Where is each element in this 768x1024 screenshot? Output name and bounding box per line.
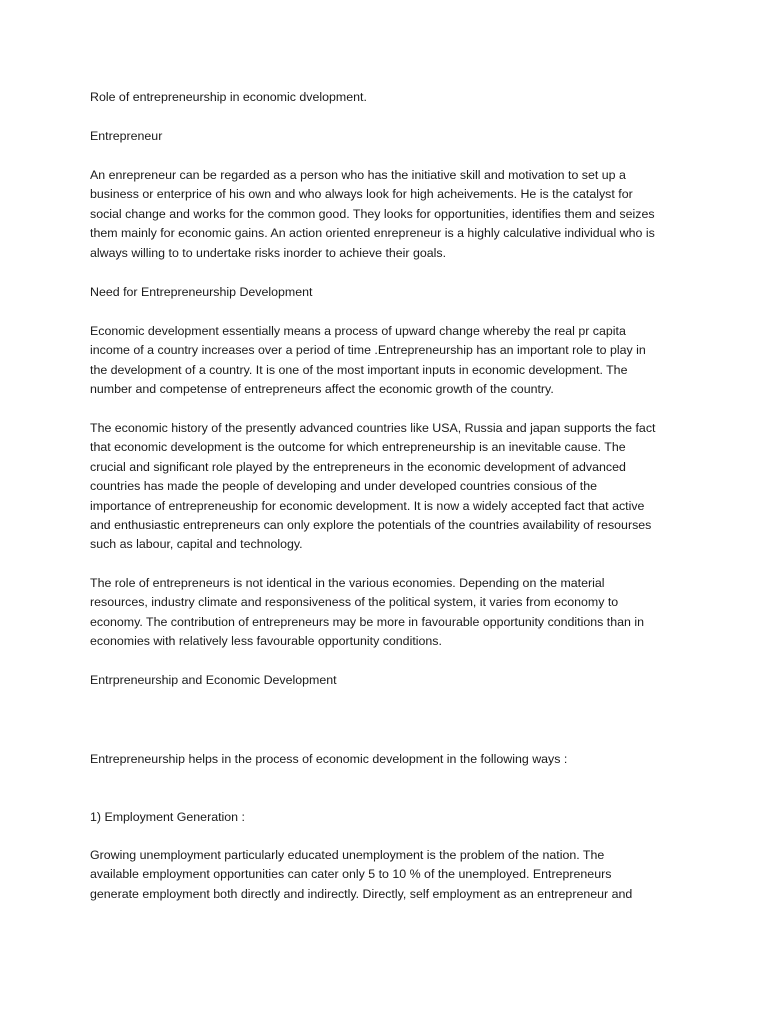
heading-employment-generation: 1) Employment Generation : bbox=[90, 810, 245, 824]
paragraph-line: them mainly for economic gains. An action oriented enrepreneur is a highly calculative individual who is bbox=[90, 226, 655, 241]
paragraph-line: such as labour, capital and technology. bbox=[90, 537, 303, 552]
paragraph-line: crucial and significant role played by the entrepreneurs in the economic development of advanced bbox=[90, 459, 626, 474]
paragraph-line: income of a country increases over a period of time .Entrepreneurship has an important role to play in bbox=[90, 343, 646, 358]
paragraph-line: The economic history of the presently advanced countries like USA, Russia and japan supports the fact bbox=[90, 421, 656, 435]
paragraph-line: economy. The contribution of entrepreneurs may be more in favourable opportunity conditions than in bbox=[90, 614, 645, 629]
paragraph-line: economies with relatively less favourable opportunity conditions. bbox=[90, 634, 442, 649]
paragraph-line: number and competense of entrepreneurs affect the economic growth of the country. bbox=[90, 382, 554, 397]
paragraph-line: generate employment both directly and indirectly. Directly, self employment as an entrepreneur and bbox=[90, 886, 633, 901]
heading-entrepreneur: Entrepreneur bbox=[90, 129, 163, 143]
paragraph-line: An enrepreneur can be regarded as a person who has the initiative skill and motivation to set up a bbox=[90, 168, 626, 182]
paragraph-line: that economic development is the outcome for which entrepreneurship is an inevitable cause. The bbox=[90, 440, 626, 455]
paragraph-line: resources, industry climate and responsiveness of the political system, it varies from economy to bbox=[90, 595, 619, 610]
paragraph-line: business or enterprice of his own and who always look for high acheivements. He is the catalyst for bbox=[90, 187, 633, 202]
heading-entrepreneurship-economic-development: Entrpreneurship and Economic Development bbox=[90, 673, 337, 687]
intro-following-ways: Entrepreneurship helps in the process of economic development in the following ways : bbox=[90, 752, 568, 766]
paragraph-line: importance of entrepreneuship for economic development. It is now a widely accepted fact that active bbox=[90, 498, 645, 513]
paragraph-line: countries has made the people of developing and under developed countries consious of the bbox=[90, 479, 597, 494]
paragraph-line: Growing unemployment particularly educated unemployment is the problem of the nation. The bbox=[90, 848, 605, 862]
paragraph-entrepreneur-definition bbox=[90, 166, 680, 263]
paragraph-line: Economic development essentially means a process of upward change whereby the real pr capita bbox=[90, 324, 626, 338]
heading-need-for-development: Need for Entrepreneurship Development bbox=[90, 285, 313, 299]
paragraph-line: the development of a country. It is one of the most important inputs in economic development. The bbox=[90, 362, 628, 377]
paragraph-line: social change and works for the common good. They looks for opportunities, identifies them and seizes bbox=[90, 206, 655, 221]
paragraph-employment-generation bbox=[90, 846, 680, 904]
paragraph-line: and enthusiastic entrepreneurs can only explore the potentials of the countries availability of resourses bbox=[90, 518, 652, 533]
paragraph-line: always willing to to undertake risks inorder to achieve their goals. bbox=[90, 245, 447, 260]
paragraph-economic-history bbox=[90, 419, 680, 555]
paragraph-role-of-entrepreneurs bbox=[90, 574, 680, 652]
document-title: Role of entrepreneurship in economic dvelopment. bbox=[90, 90, 367, 104]
paragraph-line: The role of entrepreneurs is not identical in the various economies. Depending on the material bbox=[90, 576, 605, 590]
paragraph-line: available employment opportunities can cater only 5 to 10 % of the unemployed. Entrepreneurs bbox=[90, 867, 612, 882]
paragraph-economic-development bbox=[90, 322, 680, 400]
